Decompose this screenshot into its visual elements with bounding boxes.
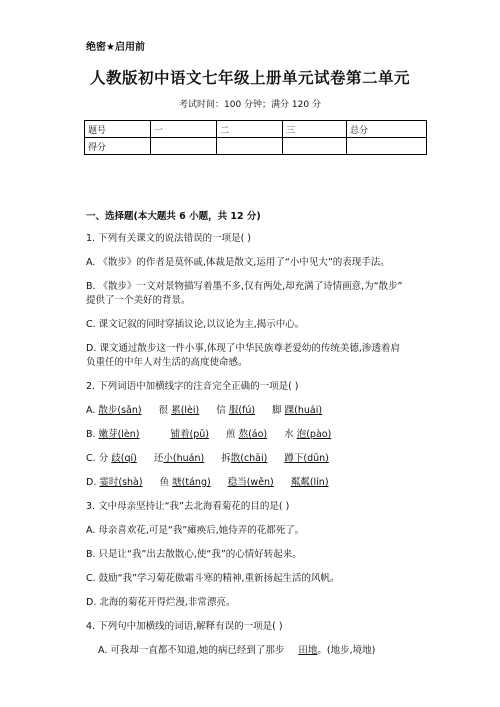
score-cell[interactable] bbox=[217, 138, 283, 155]
score-header-cell: 三 bbox=[283, 121, 347, 138]
word: 塘(táng) bbox=[172, 477, 211, 488]
word-prefix: 信 bbox=[216, 405, 226, 416]
option-d-continued: 负重任的中年人对生活的高度使命感。 bbox=[86, 357, 248, 368]
option-label: D. bbox=[86, 477, 97, 488]
option-label: C. bbox=[86, 453, 96, 464]
option-a bbox=[86, 404, 322, 417]
option-text: A. 可我却一直都不知道,她的病已经到了那步 bbox=[98, 645, 285, 656]
word: 蹲下(dūn) bbox=[284, 453, 329, 464]
word-prefix: 脚 bbox=[272, 405, 282, 416]
option-c bbox=[86, 452, 329, 465]
word: 铺着(pū) bbox=[170, 429, 209, 440]
option-b-continued: 提供了一个美好的背景。 bbox=[86, 295, 191, 306]
option-a: A. 《散步》的作者是莫怀戚,体裁是散文,运用了“小中见大”的表现手法。 bbox=[86, 257, 390, 268]
score-table-score-row bbox=[85, 138, 427, 155]
score-cell[interactable] bbox=[283, 138, 347, 155]
option-d: D. 北海的菊花开得烂漫,非常漂亮。 bbox=[86, 597, 236, 608]
score-header-cell: 总分 bbox=[347, 121, 427, 138]
word: 稳当(wěn) bbox=[227, 477, 274, 488]
option-d: D. 课文通过散步这一件小事,体现了中华民族尊老爱幼的传统美德,渗透着肩 bbox=[86, 343, 400, 354]
option-c: C. 鼓励“我”学习菊花傲霜斗寒的精神,重新扬起生活的风帆。 bbox=[86, 573, 340, 584]
word-prefix: 分 bbox=[98, 453, 109, 464]
exam-info: 考试时间：100 分钟；满分 120 分 bbox=[179, 100, 321, 110]
option-a bbox=[98, 644, 375, 657]
word: 嫩芽(lèn) bbox=[98, 429, 140, 440]
question-stem: 4. 下列句中加横线的词语,解释有误的一项是( ) bbox=[86, 621, 283, 632]
score-cell[interactable] bbox=[347, 138, 427, 155]
word: 踝(huái) bbox=[284, 405, 323, 416]
word-prefix: 煎 bbox=[226, 429, 236, 440]
score-table bbox=[84, 120, 427, 155]
word-prefix: 鱼 bbox=[159, 477, 170, 488]
section-heading: 一、选择题(本大题共 6 小题，共 12 分) bbox=[86, 211, 261, 222]
question-stem: 3. 文中母亲坚持让“我”去北海看菊花的目的是( ) bbox=[86, 501, 290, 512]
word: 散(chāi) bbox=[230, 453, 268, 464]
word: 服(fú) bbox=[228, 405, 256, 416]
underlined-word: 田地 bbox=[298, 645, 318, 656]
word: 粼粼(lín) bbox=[290, 477, 329, 488]
word-prefix: 很 bbox=[158, 405, 169, 416]
word: 熬(áo) bbox=[238, 429, 268, 440]
word: 歧(qí) bbox=[111, 453, 137, 464]
question-stem: 2. 下列词语中加横线字的注音完全正确的一项是( ) bbox=[86, 381, 299, 392]
score-cell[interactable] bbox=[151, 138, 217, 155]
question-stem: 1. 下列有关课文的说法错误的一项是( ) bbox=[86, 233, 252, 244]
score-row-label: 得分 bbox=[85, 138, 151, 155]
word: 小(huán) bbox=[163, 453, 205, 464]
secret-label: 绝密★启用前 bbox=[86, 42, 145, 53]
option-a: A. 母亲喜欢花,可是“我”瘫痪后,她侍弄的花都死了。 bbox=[86, 525, 305, 536]
option-b: B. 《散步》一文对景物描写着墨不多,仅有两处,却充满了诗情画意,为“散步” bbox=[86, 281, 403, 292]
word-prefix: 还 bbox=[153, 453, 164, 464]
option-b: B. 只是让“我”出去散散心,使“我”的心情好转起来。 bbox=[86, 549, 302, 560]
word-prefix: 水 bbox=[284, 429, 294, 440]
word-prefix: 拆 bbox=[221, 453, 231, 464]
word: 泡(pào) bbox=[296, 429, 332, 440]
option-label: A. bbox=[86, 405, 96, 416]
option-b bbox=[86, 428, 331, 441]
score-header-cell: 一 bbox=[151, 121, 217, 138]
option-d bbox=[86, 476, 329, 489]
word: 散步(sǎn) bbox=[98, 405, 142, 416]
score-header-cell: 题号 bbox=[85, 121, 151, 138]
option-label: B. bbox=[86, 429, 96, 440]
option-text: 。(地步,境地) bbox=[317, 645, 376, 656]
page-title: 人教版初中语文七年级上册单元试卷第二单元 bbox=[89, 69, 410, 87]
word: 霎时(shà) bbox=[99, 477, 143, 488]
score-table-header-row bbox=[85, 121, 427, 138]
option-c: C. 课文记叙的同时穿插议论,以议论为主,揭示中心。 bbox=[86, 319, 305, 330]
score-header-cell: 二 bbox=[217, 121, 283, 138]
word: 累(lèi) bbox=[171, 405, 200, 416]
